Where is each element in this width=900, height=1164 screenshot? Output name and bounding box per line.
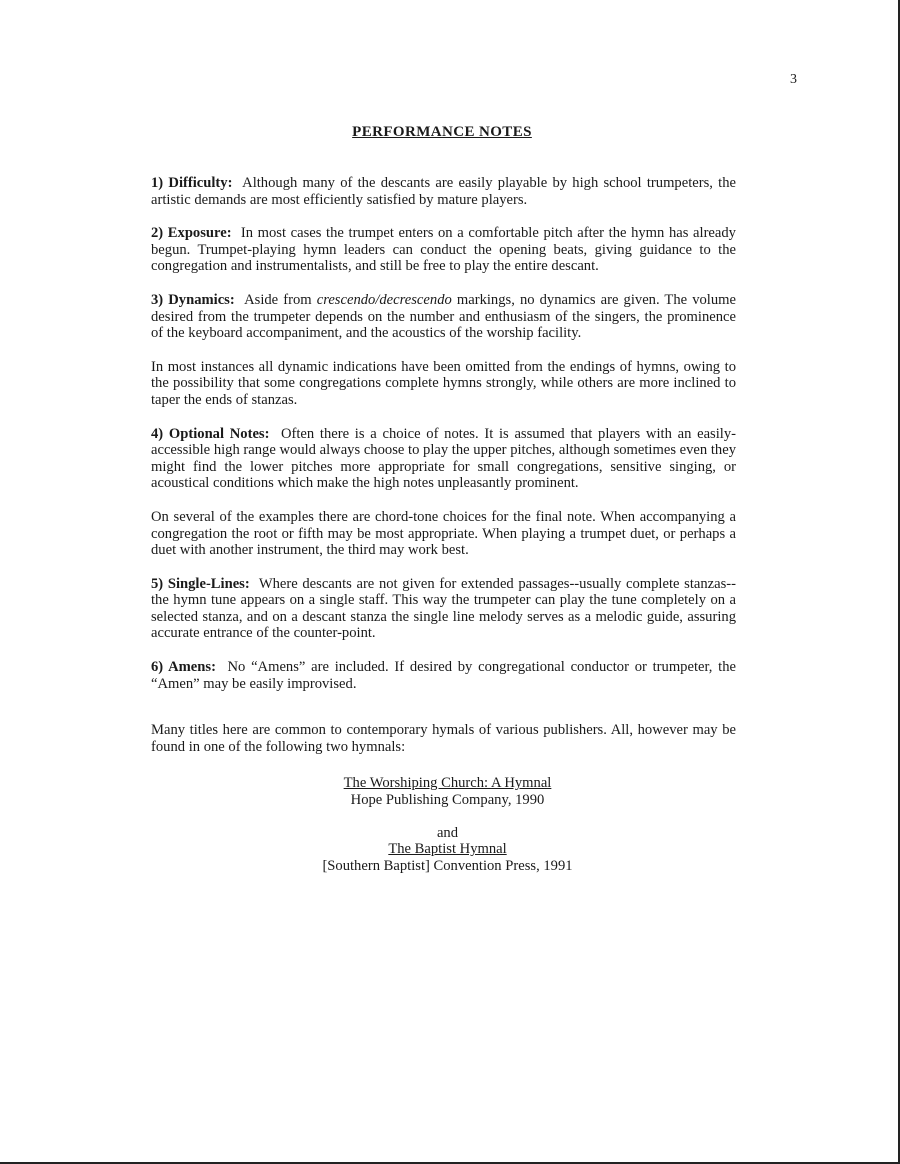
note-text: Where descants are not given for extended passages--usually complete stanzas--the hymn tune appears on a single staff. This way the trumpeter can play the tune completely on a selected stanza, and on a descant stanza the single line melody serves as a melodic guide, assuring accurate entrance of the counter-point. bbox=[151, 575, 737, 642]
note-text: In most cases the trumpet enters on a comfortable pitch after the hymn has already begun. Trumpet-playing hymn leaders can conduct the opening beats, giving guidance to the congregation and instrumentalists, and still be free to play the entire descant. bbox=[151, 225, 736, 275]
note-text-after: markings, no dynamics are given. The volume desired from the trumpeter depends on the number and enthusiasm of the singers, the prominence of the keyboard accompaniment, and the acoustics of the worship facility. bbox=[151, 291, 736, 342]
page-number: 3 bbox=[790, 72, 797, 87]
note-text: In most instances all dynamic indications have been omitted from the endings of hymns, owing to the possibility that some congregations complete hymns strongly, while others are more inclined to taper the ends of stanzas. bbox=[151, 358, 736, 408]
note-dynamics-endings bbox=[151, 359, 736, 409]
note-text-before: Aside from bbox=[244, 291, 312, 308]
note-italic-term: crescendo/decrescendo bbox=[316, 291, 452, 308]
note-amens bbox=[151, 659, 736, 692]
hymnal-references bbox=[151, 775, 736, 874]
note-text: No “Amens” are included. If desired by congregational conductor or trumpeter, the “Amen” may be easily improvised. bbox=[151, 659, 736, 692]
reference-gap bbox=[159, 809, 736, 825]
note-difficulty bbox=[151, 175, 736, 208]
note-text: Although many of the descants are easily playable by high school trumpeters, the artistic demands are most efficiently satisfied by mature players. bbox=[151, 175, 736, 208]
note-label: 2) Exposure: bbox=[151, 225, 232, 242]
note-text: Often there is a choice of notes. It is assumed that players with an easily-accessible high range would always choose to play the upper pitches, although sometimes even they might find the lower pitches more appropriate for small congregations, sensitive singing, or acoustical conditions which make the high notes unpleasantly prominent. bbox=[151, 425, 736, 492]
note-optional-notes bbox=[151, 426, 736, 492]
note-chord-tone bbox=[151, 509, 736, 559]
note-label: 4) Optional Notes: bbox=[151, 425, 270, 442]
note-label: 1) Difficulty: bbox=[151, 175, 233, 191]
reference-title-1: The Worshiping Church: A Hymnal bbox=[343, 775, 552, 792]
reference-publisher-1: Hope Publishing Company, 1990 bbox=[350, 792, 545, 809]
note-dynamics bbox=[151, 292, 736, 342]
note-single-lines bbox=[151, 576, 736, 642]
reference-conjunction: and bbox=[436, 824, 459, 841]
document-body bbox=[151, 175, 736, 874]
note-text: On several of the examples there are chord-tone choices for the final note. When accompanying a congregation the root or fifth may be most appropriate. When playing a trumpet duet, or perhaps a duet with another instrument, the third may work best. bbox=[151, 508, 736, 559]
page-title: PERFORMANCE NOTES bbox=[352, 124, 532, 140]
reference-publisher-2: [Southern Baptist] Convention Press, 1991 bbox=[322, 857, 573, 874]
reference-title-2: The Baptist Hymnal bbox=[388, 841, 507, 858]
closing-paragraph: Many titles here are common to contemporary hymals of various publishers. All, however may be found in one of the following two hymnals: bbox=[151, 722, 736, 755]
note-label: 5) Single-Lines: bbox=[151, 575, 250, 592]
note-label: 3) Dynamics: bbox=[151, 291, 235, 308]
note-exposure bbox=[151, 225, 736, 275]
note-label: 6) Amens: bbox=[151, 659, 216, 676]
